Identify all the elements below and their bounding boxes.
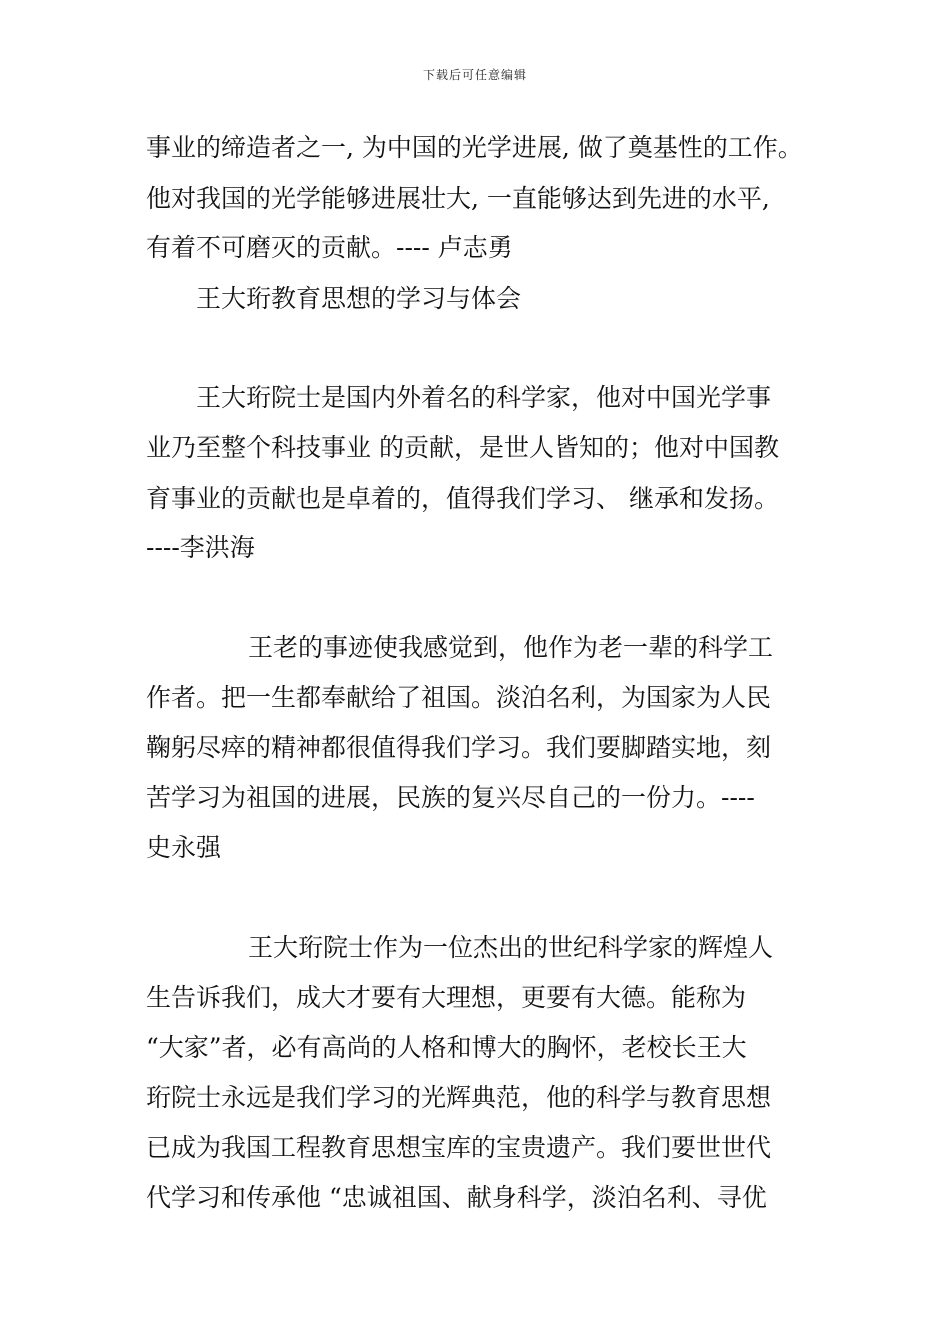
paragraph-line: 史永强	[146, 833, 222, 862]
paragraph-line: 苦学习为祖国的进展，民族的复兴尽自己的一份力。----	[146, 783, 755, 812]
paragraph-line: 王大珩院士是国内外着名的科学家，他对中国光学事	[196, 383, 772, 412]
paragraph-line: 已成为我国工程教育思想宝库的宝贵遗产。我们要世世代	[146, 1133, 772, 1162]
section-title: 王大珩教育思想的学习与体会	[196, 284, 522, 313]
paragraph-line: 珩院士永远是我们学习的光辉典范，他的科学与教育思想	[146, 1083, 772, 1112]
page-header: 下载后可任意编辑	[422, 68, 527, 82]
paragraph-line: 有着不可磨灭的贡献。---- 卢志勇	[146, 233, 513, 262]
paragraph-line: 他对我国的光学能够进展壮大, 一直能够达到先进的水平,	[146, 184, 770, 213]
paragraph-line: 鞠躬尽瘁的精神都很值得我们学习。我们要脚踏实地，刻	[146, 733, 772, 762]
paragraph-line: 生告诉我们，成大才要有大理想，更要有大德。能称为	[146, 983, 747, 1012]
paragraph-line: 王大珩院士作为一位杰出的世纪科学家的辉煌人	[248, 933, 774, 962]
paragraph-line: 事业的缔造者之一, 为中国的光学进展, 做了奠基性的工作。	[146, 133, 803, 162]
paragraph-line: 作者。把一生都奉献给了祖国。淡泊名利，为国家为人民	[146, 683, 772, 712]
paragraph-line: 业乃至整个科技事业 的贡献，是世人皆知的；他对中国教	[146, 433, 779, 462]
paragraph-line: “大家”者，必有高尚的人格和博大的胸怀，老校长王大	[146, 1033, 747, 1062]
paragraph-line: 代学习和传承他 “忠诚祖国、献身科学，淡泊名利、寻优	[146, 1183, 767, 1212]
paragraph-line: 王老的事迹使我感觉到，他作为老一辈的科学工	[248, 633, 774, 662]
paragraph-line: 育事业的贡献也是卓着的，值得我们学习、 继承和发扬。	[146, 484, 779, 513]
paragraph-line: ----李洪海	[146, 533, 255, 562]
